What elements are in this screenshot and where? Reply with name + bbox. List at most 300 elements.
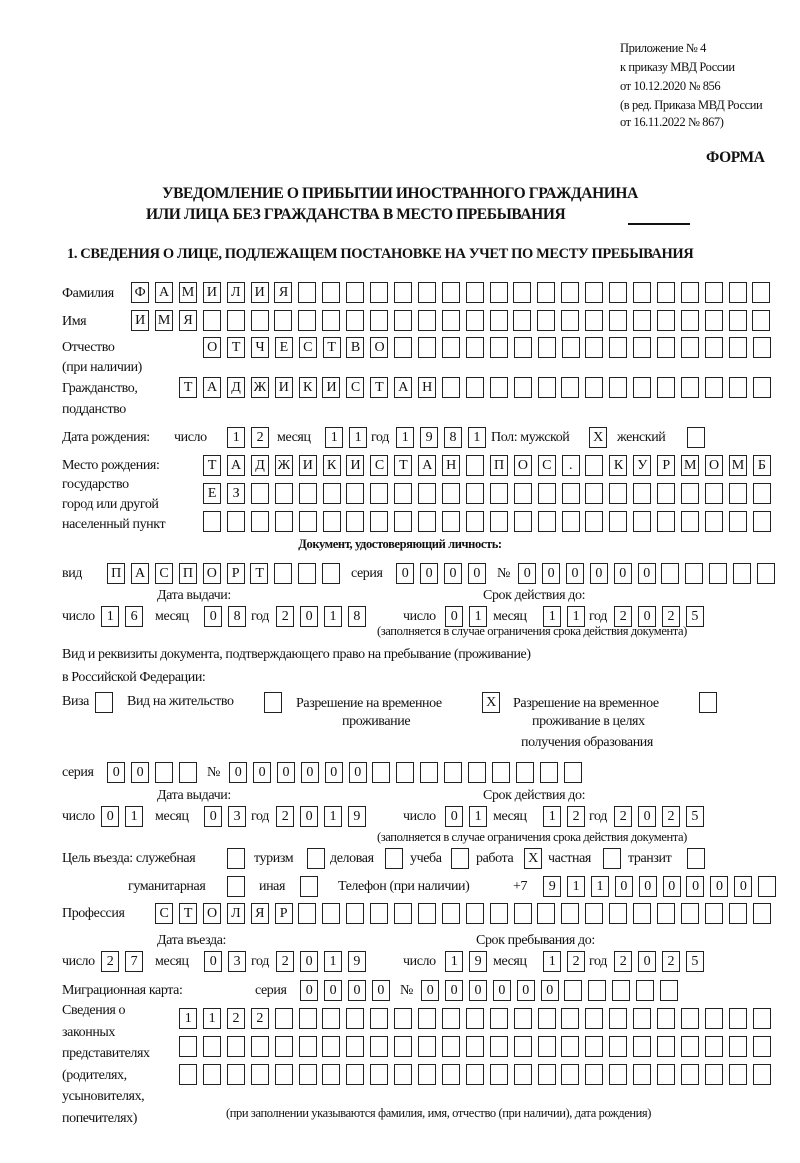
stay-series-cell[interactable]: 0 (107, 762, 125, 783)
stay-number-cell[interactable] (420, 762, 438, 783)
birthplace-row1-cell[interactable]: Б (753, 455, 771, 476)
stay-number-cell[interactable]: 0 (229, 762, 247, 783)
id-number-cell[interactable]: 0 (614, 563, 632, 584)
id-issue-year-cell[interactable]: 8 (348, 606, 366, 627)
profession-cell[interactable] (466, 903, 484, 924)
reps-row3-cell[interactable] (275, 1064, 293, 1085)
reps-row1-cell[interactable] (633, 1008, 651, 1029)
reps-row1-cell[interactable] (609, 1008, 627, 1029)
id-valid-month-cell[interactable]: 1 (543, 606, 561, 627)
reps-row2-cell[interactable] (657, 1036, 675, 1057)
entry-month-cell[interactable]: 3 (228, 951, 246, 972)
mig-number-cell[interactable]: 0 (445, 980, 463, 1001)
phone-cell[interactable]: 0 (639, 876, 657, 897)
id-valid-month-cell[interactable]: 1 (567, 606, 585, 627)
birthplace-row1-cell[interactable] (466, 455, 484, 476)
citizenship-cell[interactable] (442, 377, 460, 398)
stay-until-month-cell[interactable]: 2 (567, 951, 585, 972)
patronymic-cell[interactable]: О (370, 337, 388, 358)
birthplace-row1-cell[interactable]: Р (657, 455, 675, 476)
stay-issue-year-cell[interactable]: 1 (324, 806, 342, 827)
patronymic-cell[interactable] (394, 337, 412, 358)
stay-valid-year-cell[interactable]: 0 (638, 806, 656, 827)
birthplace-row3-cell[interactable] (585, 511, 603, 532)
sex-female-checkbox[interactable] (687, 427, 705, 448)
citizenship-cell[interactable] (609, 377, 627, 398)
mig-series-cell[interactable]: 0 (324, 980, 342, 1001)
birthplace-row1-cell[interactable]: К (609, 455, 627, 476)
reps-row2-cell[interactable] (418, 1036, 436, 1057)
mig-series-cell[interactable]: 0 (372, 980, 390, 1001)
name-cell[interactable] (298, 310, 316, 331)
stay-series-cell[interactable] (155, 762, 173, 783)
reps-row1-cell[interactable] (299, 1008, 317, 1029)
profession-cell[interactable] (298, 903, 316, 924)
birthplace-row1-cell[interactable]: Т (394, 455, 412, 476)
reps-row1-cell[interactable] (275, 1008, 293, 1029)
stay-until-year-cell[interactable]: 2 (662, 951, 680, 972)
citizenship-cell[interactable]: И (275, 377, 293, 398)
citizenship-cell[interactable]: Т (370, 377, 388, 398)
entry-day-cell[interactable]: 7 (125, 951, 143, 972)
stay-valid-day-cell[interactable]: 1 (469, 806, 487, 827)
id-valid-year-cell[interactable]: 2 (614, 606, 632, 627)
place-of-stay-blank[interactable] (628, 223, 690, 225)
surname-cell[interactable]: М (179, 282, 197, 303)
birthplace-row3-cell[interactable] (609, 511, 627, 532)
reps-row3-cell[interactable] (538, 1064, 556, 1085)
reps-row2-cell[interactable] (514, 1036, 532, 1057)
birthplace-row3-cell[interactable] (370, 511, 388, 532)
birthplace-row2-cell[interactable] (633, 483, 651, 504)
name-cell[interactable] (657, 310, 675, 331)
stay-number-cell[interactable] (564, 762, 582, 783)
surname-cell[interactable] (585, 282, 603, 303)
profession-cell[interactable]: Р (275, 903, 293, 924)
id-series-cell[interactable]: 0 (420, 563, 438, 584)
birthplace-row2-cell[interactable]: Е (203, 483, 221, 504)
birthplace-row1-cell[interactable]: С (538, 455, 556, 476)
stay-number-cell[interactable]: 0 (253, 762, 271, 783)
purpose-official-checkbox[interactable] (227, 848, 245, 869)
birthplace-row3-cell[interactable] (514, 511, 532, 532)
patronymic-cell[interactable] (490, 337, 508, 358)
stay-until-day-cell[interactable]: 1 (445, 951, 463, 972)
birthplace-row1-cell[interactable]: М (729, 455, 747, 476)
reps-row1-cell[interactable]: 2 (251, 1008, 269, 1029)
surname-cell[interactable]: И (251, 282, 269, 303)
citizenship-cell[interactable]: Ж (251, 377, 269, 398)
reps-row2-cell[interactable] (609, 1036, 627, 1057)
citizenship-cell[interactable] (705, 377, 723, 398)
stay-issue-year-cell[interactable]: 9 (348, 806, 366, 827)
birthplace-row1-cell[interactable]: О (705, 455, 723, 476)
reps-row1-cell[interactable]: 1 (203, 1008, 221, 1029)
citizenship-cell[interactable] (585, 377, 603, 398)
reps-row3-cell[interactable] (561, 1064, 579, 1085)
stay-valid-year-cell[interactable]: 2 (614, 806, 632, 827)
birthplace-row2-cell[interactable]: З (227, 483, 245, 504)
birthplace-row3-cell[interactable] (633, 511, 651, 532)
name-cell[interactable] (633, 310, 651, 331)
name-cell[interactable] (537, 310, 555, 331)
citizenship-cell[interactable] (753, 377, 771, 398)
reps-row2-cell[interactable] (370, 1036, 388, 1057)
phone-cell[interactable]: 0 (663, 876, 681, 897)
patronymic-cell[interactable]: Ч (251, 337, 269, 358)
profession-cell[interactable] (370, 903, 388, 924)
phone-cell[interactable]: 0 (615, 876, 633, 897)
reps-row1-cell[interactable] (585, 1008, 603, 1029)
name-cell[interactable] (394, 310, 412, 331)
profession-cell[interactable] (609, 903, 627, 924)
reps-row3-cell[interactable] (681, 1064, 699, 1085)
stay-residence-permit-checkbox[interactable] (264, 692, 282, 713)
birthplace-row3-cell[interactable] (275, 511, 293, 532)
profession-cell[interactable] (753, 903, 771, 924)
id-kind-cell[interactable] (298, 563, 316, 584)
citizenship-cell[interactable] (514, 377, 532, 398)
birthplace-row2-cell[interactable] (299, 483, 317, 504)
entry-year-cell[interactable]: 1 (324, 951, 342, 972)
birthplace-row1-cell[interactable]: И (299, 455, 317, 476)
name-cell[interactable] (585, 310, 603, 331)
id-issue-month-cell[interactable]: 0 (204, 606, 222, 627)
surname-cell[interactable] (729, 282, 747, 303)
reps-row3-cell[interactable] (657, 1064, 675, 1085)
mig-number-cell[interactable]: 0 (493, 980, 511, 1001)
surname-cell[interactable]: А (155, 282, 173, 303)
stay-number-cell[interactable]: 0 (325, 762, 343, 783)
citizenship-cell[interactable] (729, 377, 747, 398)
stay-number-cell[interactable] (444, 762, 462, 783)
id-number-cell[interactable]: 0 (542, 563, 560, 584)
mig-number-cell[interactable]: 0 (541, 980, 559, 1001)
patronymic-cell[interactable] (562, 337, 580, 358)
reps-row1-cell[interactable] (490, 1008, 508, 1029)
profession-cell[interactable]: Я (251, 903, 269, 924)
surname-cell[interactable] (442, 282, 460, 303)
reps-row1-cell[interactable] (322, 1008, 340, 1029)
reps-row2-cell[interactable] (227, 1036, 245, 1057)
birthplace-row2-cell[interactable] (562, 483, 580, 504)
birthplace-row1-cell[interactable]: А (418, 455, 436, 476)
entry-month-cell[interactable]: 0 (204, 951, 222, 972)
id-kind-cell[interactable]: Р (227, 563, 245, 584)
birthplace-row1-cell[interactable]: У (633, 455, 651, 476)
purpose-business-checkbox[interactable] (385, 848, 403, 869)
reps-row1-cell[interactable] (657, 1008, 675, 1029)
reps-row3-cell[interactable] (442, 1064, 460, 1085)
surname-cell[interactable]: И (203, 282, 221, 303)
id-kind-cell[interactable]: О (203, 563, 221, 584)
name-cell[interactable] (466, 310, 484, 331)
birthplace-row1-cell[interactable]: К (323, 455, 341, 476)
reps-row1-cell[interactable] (753, 1008, 771, 1029)
birthplace-row1-cell[interactable]: П (490, 455, 508, 476)
birth-year-cell[interactable]: 1 (468, 427, 486, 448)
patronymic-cell[interactable] (705, 337, 723, 358)
patronymic-cell[interactable]: Е (275, 337, 293, 358)
patronymic-cell[interactable] (442, 337, 460, 358)
phone-cell[interactable] (758, 876, 776, 897)
id-kind-cell[interactable]: П (107, 563, 125, 584)
reps-row1-cell[interactable] (705, 1008, 723, 1029)
birthplace-row3-cell[interactable] (490, 511, 508, 532)
reps-row1-cell[interactable] (370, 1008, 388, 1029)
birthplace-row1-cell[interactable]: Н (442, 455, 460, 476)
birthplace-row3-cell[interactable] (705, 511, 723, 532)
reps-row3-cell[interactable] (514, 1064, 532, 1085)
surname-cell[interactable] (298, 282, 316, 303)
birthplace-row3-cell[interactable] (203, 511, 221, 532)
birthplace-row2-cell[interactable] (538, 483, 556, 504)
birthplace-row3-cell[interactable] (394, 511, 412, 532)
id-valid-year-cell[interactable]: 5 (686, 606, 704, 627)
reps-row3-cell[interactable] (227, 1064, 245, 1085)
surname-cell[interactable] (346, 282, 364, 303)
name-cell[interactable] (227, 310, 245, 331)
birthplace-row3-cell[interactable] (562, 511, 580, 532)
name-cell[interactable] (442, 310, 460, 331)
surname-cell[interactable] (752, 282, 770, 303)
surname-cell[interactable] (705, 282, 723, 303)
profession-cell[interactable] (729, 903, 747, 924)
reps-row3-cell[interactable] (299, 1064, 317, 1085)
id-number-cell[interactable]: 0 (590, 563, 608, 584)
birthplace-row3-cell[interactable] (538, 511, 556, 532)
birth-year-cell[interactable]: 1 (396, 427, 414, 448)
birthplace-row2-cell[interactable] (681, 483, 699, 504)
reps-row3-cell[interactable] (490, 1064, 508, 1085)
surname-cell[interactable] (657, 282, 675, 303)
reps-row2-cell[interactable] (561, 1036, 579, 1057)
reps-row1-cell[interactable]: 2 (227, 1008, 245, 1029)
name-cell[interactable] (418, 310, 436, 331)
phone-cell[interactable]: 1 (591, 876, 609, 897)
citizenship-cell[interactable]: К (299, 377, 317, 398)
birthplace-row2-cell[interactable] (370, 483, 388, 504)
name-cell[interactable] (490, 310, 508, 331)
profession-cell[interactable] (681, 903, 699, 924)
birthplace-row1-cell[interactable]: И (346, 455, 364, 476)
reps-row2-cell[interactable] (394, 1036, 412, 1057)
purpose-study-checkbox[interactable] (451, 848, 469, 869)
birthplace-row2-cell[interactable] (418, 483, 436, 504)
id-number-cell[interactable] (757, 563, 775, 584)
stay-issue-month-cell[interactable]: 3 (228, 806, 246, 827)
patronymic-cell[interactable] (466, 337, 484, 358)
profession-cell[interactable] (537, 903, 555, 924)
stay-number-cell[interactable]: 0 (349, 762, 367, 783)
patronymic-cell[interactable]: С (299, 337, 317, 358)
patronymic-cell[interactable] (681, 337, 699, 358)
birthplace-row1-cell[interactable]: Д (251, 455, 269, 476)
stay-temp-edu-checkbox[interactable] (699, 692, 717, 713)
surname-cell[interactable]: Л (227, 282, 245, 303)
mig-series-cell[interactable]: 0 (300, 980, 318, 1001)
citizenship-cell[interactable]: Т (179, 377, 197, 398)
reps-row1-cell[interactable] (418, 1008, 436, 1029)
reps-row3-cell[interactable] (609, 1064, 627, 1085)
reps-row2-cell[interactable] (466, 1036, 484, 1057)
birthplace-row2-cell[interactable] (275, 483, 293, 504)
stay-valid-day-cell[interactable]: 0 (445, 806, 463, 827)
reps-row2-cell[interactable] (275, 1036, 293, 1057)
surname-cell[interactable] (322, 282, 340, 303)
stay-until-year-cell[interactable]: 0 (638, 951, 656, 972)
name-cell[interactable] (513, 310, 531, 331)
surname-cell[interactable] (609, 282, 627, 303)
name-cell[interactable]: И (131, 310, 149, 331)
reps-row3-cell[interactable] (633, 1064, 651, 1085)
stay-valid-month-cell[interactable]: 2 (567, 806, 585, 827)
stay-number-cell[interactable]: 0 (277, 762, 295, 783)
birthplace-row2-cell[interactable] (346, 483, 364, 504)
reps-row1-cell[interactable] (514, 1008, 532, 1029)
name-cell[interactable] (346, 310, 364, 331)
patronymic-cell[interactable] (609, 337, 627, 358)
mig-number-cell[interactable] (660, 980, 678, 1001)
id-valid-year-cell[interactable]: 0 (638, 606, 656, 627)
profession-cell[interactable] (705, 903, 723, 924)
birthplace-row2-cell[interactable] (609, 483, 627, 504)
name-cell[interactable]: Я (179, 310, 197, 331)
patronymic-cell[interactable] (585, 337, 603, 358)
name-cell[interactable] (322, 310, 340, 331)
id-number-cell[interactable] (685, 563, 703, 584)
citizenship-cell[interactable] (561, 377, 579, 398)
profession-cell[interactable] (442, 903, 460, 924)
citizenship-cell[interactable] (681, 377, 699, 398)
phone-cell[interactable]: 0 (734, 876, 752, 897)
birthplace-row2-cell[interactable] (251, 483, 269, 504)
patronymic-cell[interactable] (514, 337, 532, 358)
profession-cell[interactable]: Т (179, 903, 197, 924)
citizenship-cell[interactable]: А (203, 377, 221, 398)
birthplace-row3-cell[interactable] (753, 511, 771, 532)
name-cell[interactable] (609, 310, 627, 331)
purpose-work-checkbox[interactable]: X (524, 848, 542, 869)
birthplace-row1-cell[interactable]: М (681, 455, 699, 476)
id-issue-year-cell[interactable]: 0 (300, 606, 318, 627)
mig-number-cell[interactable] (636, 980, 654, 1001)
id-number-cell[interactable]: 0 (638, 563, 656, 584)
reps-row1-cell[interactable] (442, 1008, 460, 1029)
name-cell[interactable] (729, 310, 747, 331)
reps-row3-cell[interactable] (179, 1064, 197, 1085)
mig-number-cell[interactable]: 0 (469, 980, 487, 1001)
purpose-transit-checkbox[interactable] (687, 848, 705, 869)
reps-row3-cell[interactable] (705, 1064, 723, 1085)
reps-row1-cell[interactable] (538, 1008, 556, 1029)
reps-row3-cell[interactable] (753, 1064, 771, 1085)
patronymic-cell[interactable] (538, 337, 556, 358)
stay-visa-checkbox[interactable] (95, 692, 113, 713)
id-series-cell[interactable]: 0 (468, 563, 486, 584)
reps-row2-cell[interactable] (299, 1036, 317, 1057)
reps-row2-cell[interactable] (322, 1036, 340, 1057)
purpose-humanitarian-checkbox[interactable] (227, 876, 245, 897)
stay-number-cell[interactable]: 0 (301, 762, 319, 783)
birthplace-row1-cell[interactable]: С (370, 455, 388, 476)
birthplace-row1-cell[interactable]: О (514, 455, 532, 476)
surname-cell[interactable] (633, 282, 651, 303)
surname-cell[interactable] (537, 282, 555, 303)
birthplace-row3-cell[interactable] (466, 511, 484, 532)
citizenship-cell[interactable] (657, 377, 675, 398)
citizenship-cell[interactable]: С (346, 377, 364, 398)
reps-row1-cell[interactable] (729, 1008, 747, 1029)
name-cell[interactable] (203, 310, 221, 331)
reps-row3-cell[interactable] (322, 1064, 340, 1085)
name-cell[interactable]: М (155, 310, 173, 331)
id-kind-cell[interactable] (274, 563, 292, 584)
sex-male-checkbox[interactable]: X (589, 427, 607, 448)
reps-row2-cell[interactable] (705, 1036, 723, 1057)
mig-number-cell[interactable] (564, 980, 582, 1001)
reps-row1-cell[interactable] (681, 1008, 699, 1029)
birthplace-row2-cell[interactable] (490, 483, 508, 504)
stay-until-day-cell[interactable]: 9 (469, 951, 487, 972)
name-cell[interactable] (752, 310, 770, 331)
birthplace-row3-cell[interactable] (729, 511, 747, 532)
reps-row1-cell[interactable]: 1 (179, 1008, 197, 1029)
stay-issue-month-cell[interactable]: 0 (204, 806, 222, 827)
birthplace-row2-cell[interactable] (705, 483, 723, 504)
surname-cell[interactable] (394, 282, 412, 303)
stay-number-cell[interactable] (372, 762, 390, 783)
reps-row3-cell[interactable] (203, 1064, 221, 1085)
stay-temp-residence-checkbox[interactable]: X (482, 692, 500, 713)
reps-row3-cell[interactable] (585, 1064, 603, 1085)
id-number-cell[interactable] (709, 563, 727, 584)
mig-number-cell[interactable] (588, 980, 606, 1001)
birthplace-row1-cell[interactable]: Т (203, 455, 221, 476)
id-issue-year-cell[interactable]: 1 (324, 606, 342, 627)
birthplace-row1-cell[interactable]: Ж (275, 455, 293, 476)
profession-cell[interactable] (490, 903, 508, 924)
reps-row2-cell[interactable] (203, 1036, 221, 1057)
birthplace-row1-cell[interactable] (585, 455, 603, 476)
citizenship-cell[interactable] (633, 377, 651, 398)
patronymic-cell[interactable] (657, 337, 675, 358)
id-kind-cell[interactable]: С (155, 563, 173, 584)
patronymic-cell[interactable] (633, 337, 651, 358)
stay-number-cell[interactable] (516, 762, 534, 783)
entry-year-cell[interactable]: 0 (300, 951, 318, 972)
profession-cell[interactable] (394, 903, 412, 924)
birthplace-row2-cell[interactable] (657, 483, 675, 504)
profession-cell[interactable] (585, 903, 603, 924)
id-series-cell[interactable]: 0 (396, 563, 414, 584)
mig-number-cell[interactable]: 0 (421, 980, 439, 1001)
stay-number-cell[interactable] (540, 762, 558, 783)
entry-day-cell[interactable]: 2 (101, 951, 119, 972)
name-cell[interactable] (274, 310, 292, 331)
id-series-cell[interactable]: 0 (444, 563, 462, 584)
profession-cell[interactable] (561, 903, 579, 924)
reps-row2-cell[interactable] (681, 1036, 699, 1057)
birthplace-row3-cell[interactable] (346, 511, 364, 532)
entry-year-cell[interactable]: 2 (276, 951, 294, 972)
reps-row3-cell[interactable] (394, 1064, 412, 1085)
citizenship-cell[interactable]: А (394, 377, 412, 398)
birthplace-row1-cell[interactable]: . (562, 455, 580, 476)
reps-row1-cell[interactable] (561, 1008, 579, 1029)
birth-year-cell[interactable]: 9 (420, 427, 438, 448)
id-number-cell[interactable]: 0 (566, 563, 584, 584)
